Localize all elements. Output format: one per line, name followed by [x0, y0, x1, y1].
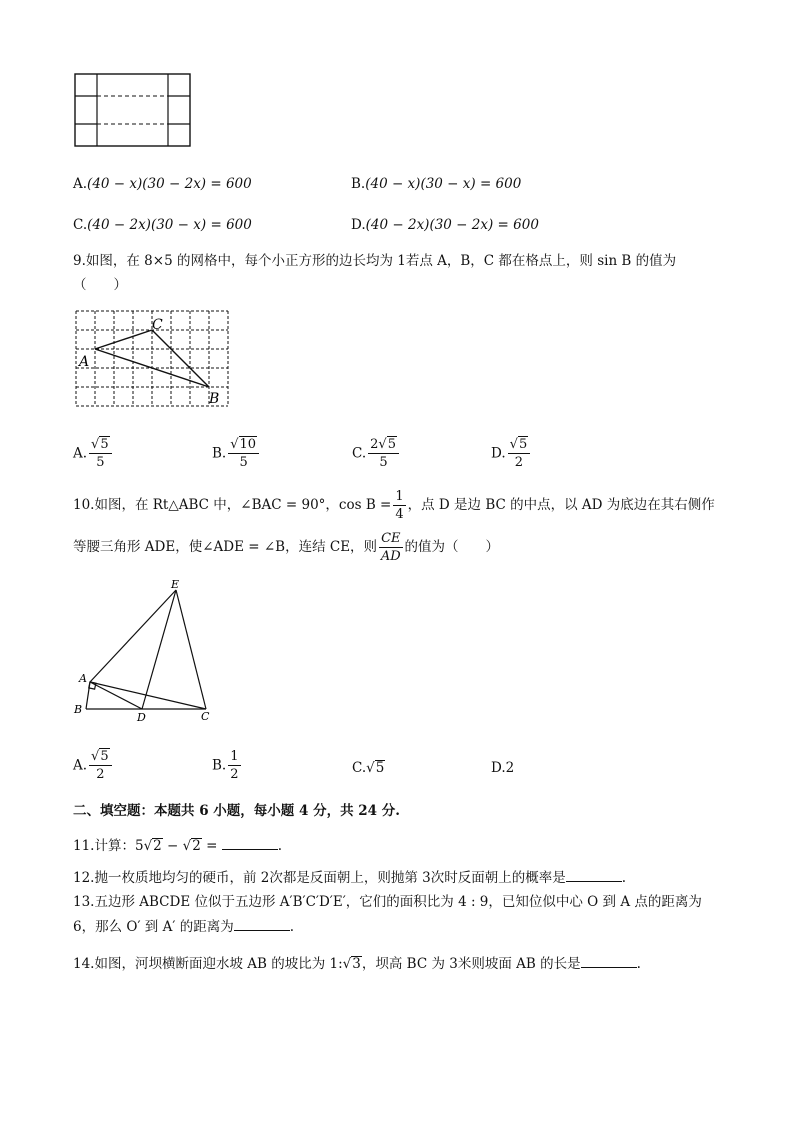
q10-stem-line2: 等腰三角形 ADE，使∠ADE = ∠B，连结 CE，则 $\frac{CE}{AD}$ 的值为（ ） [73, 531, 499, 564]
q8-figure [73, 72, 193, 150]
q13-stem-line1: 13.五边形 ABCDE 位似于五边形 A′B′C′D′E′，它们的面积比为 4 : 9，已知位似中心 O 到 A 点的距离为 [73, 894, 702, 910]
q10-stem-line1: 10.如图，在 Rt△ABC 中，∠BAC = 90°，cos B = $\frac{1}{4}$ ，点 D 是边 BC 的中点，以 AD 为底边在其右侧作 [73, 489, 715, 522]
q10-label-c: C [201, 710, 210, 723]
q8-option-d: D.(40 − 2x)(30 − 2x) = 600 [351, 217, 539, 233]
q9-option-d: D. $\frac{√5}{2}$ [491, 436, 532, 471]
q9-option-a: A. $\frac{√5}{5}$ [73, 436, 114, 471]
q11-stem: 11.计算：5√2 − √2 = . [73, 835, 282, 856]
q8-option-a: A.(40 − x)(30 − 2x) = 600 [73, 176, 252, 192]
q9-label-a: A [79, 354, 90, 370]
q9-stem-line1: 9.如图，在 8×5 的网格中，每个小正方形的边长均为 1若点 A，B，C 都在格点上，则 sin B 的值为 [73, 253, 677, 269]
q10-option-d: D.2 [491, 760, 515, 776]
q10-label-a: A [79, 672, 87, 685]
q9-option-b: B. $\frac{√10}{5}$ [212, 436, 261, 471]
q14-answer-blank[interactable] [581, 953, 637, 968]
q10-label-e: E [171, 578, 180, 591]
q8-option-b: B.(40 − x)(30 − x) = 600 [351, 176, 522, 192]
q8-option-c: C.(40 − 2x)(30 − x) = 600 [73, 217, 252, 233]
q9-stem-line2: （ ） [73, 277, 127, 293]
q12-answer-blank[interactable] [566, 867, 622, 882]
q10-label-d: D [137, 711, 146, 724]
q9-option-c: C. $\frac{2√5}{5}$ [352, 436, 401, 471]
q11-answer-blank[interactable] [222, 835, 278, 850]
q9-label-c: C [152, 317, 163, 333]
q13-answer-blank[interactable] [234, 916, 290, 931]
q10-figure [70, 578, 220, 726]
q14-stem: 14.如图，河坝横断面迎水坡 AB 的坡比为 1:√3，坝高 BC 为 3米则坡面 AB 的长是 . [73, 953, 641, 974]
q12-stem: 12.抛一枚质地均匀的硬币，前 2次都是反面朝上，则抛第 3次时反面朝上的概率是 . [73, 867, 626, 888]
q9-label-b: B [209, 391, 220, 407]
section-2-heading: 二、填空题：本题共 6 小题，每小题 4 分，共 24 分. [73, 803, 400, 819]
q9-grid-figure [70, 306, 240, 414]
q10-option-c: C.√5 [352, 760, 385, 776]
q13-stem-line2: 6，那么 O′ 到 A′ 的距离为 . [73, 916, 294, 937]
q10-option-a: A. $\frac{√5}{2}$ [73, 748, 114, 783]
q10-label-b: B [74, 703, 83, 716]
q10-option-b: B. $\frac{1}{2}$ [212, 749, 239, 782]
